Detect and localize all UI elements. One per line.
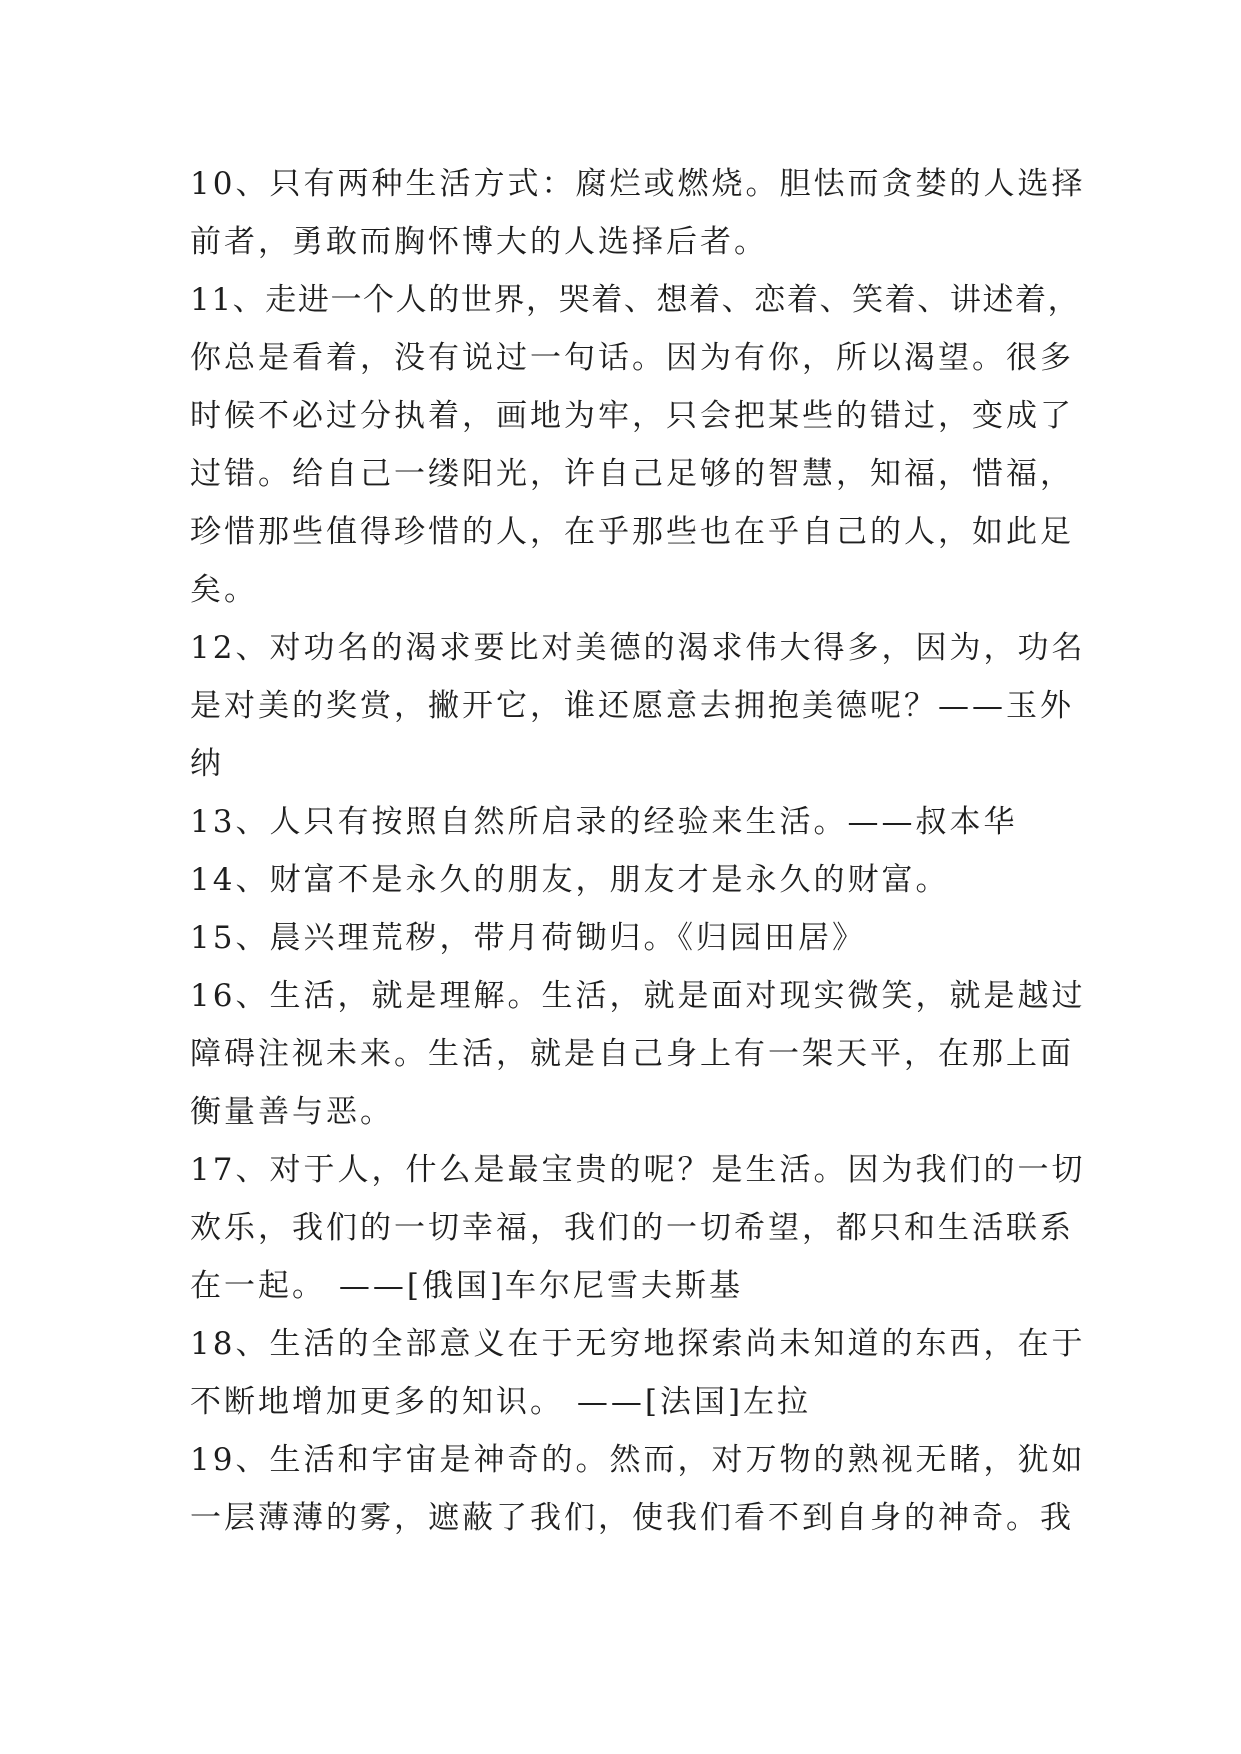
quote-item-11 (190, 271, 1081, 619)
quote-line: 时候不必过分执着，画地为牢，只会把某些的错过，变成了 (190, 398, 1074, 434)
quote-line: 衡量善与恶。 (190, 1094, 394, 1130)
quote-item-18 (190, 1315, 1086, 1431)
quote-item-19 (190, 1431, 1086, 1547)
quote-item-13 (190, 793, 1050, 851)
quote-line: 19、生活和宇宙是神奇的。然而，对万物的熟视无睹，犹如 (190, 1442, 1086, 1478)
quote-line: 前者，勇敢而胸怀博大的人选择后者。 (190, 224, 768, 260)
quote-line: 障碍注视未来。生活，就是自己身上有一架天平，在那上面 (190, 1036, 1074, 1072)
quote-line: 15、晨兴理荒秽，带月荷锄归。《归园田居》 (190, 920, 866, 956)
quote-line: 过错。给自己一缕阳光，许自己足够的智慧，知福，惜福， (190, 456, 1074, 492)
quote-line: 纳 (190, 746, 224, 782)
quote-line: 13、人只有按照自然所启录的经验来生活。——叔本华 (190, 804, 1018, 840)
quote-line: 矣。 (190, 572, 258, 608)
quote-item-14 (190, 851, 1050, 909)
quote-line: 是对美的奖赏，撇开它，谁还愿意去拥抱美德呢？——玉外 (190, 688, 1074, 724)
quote-item-15 (190, 909, 1050, 967)
quote-item-10 (190, 155, 1086, 271)
quote-line: 14、财富不是永久的朋友，朋友才是永久的财富。 (190, 862, 950, 898)
quote-line: 你总是看着，没有说过一句话。因为有你，所以渴望。很多 (190, 340, 1074, 376)
quote-item-12 (190, 619, 1086, 793)
quote-line: 10、只有两种生活方式：腐烂或燃烧。胆怯而贪婪的人选择 (190, 166, 1086, 202)
quote-line: 珍惜那些值得珍惜的人，在乎那些也在乎自己的人，如此足 (190, 514, 1074, 550)
quote-line: 12、对功名的渴求要比对美德的渴求伟大得多，因为，功名 (190, 630, 1086, 666)
quote-line: 17、对于人，什么是最宝贵的呢？是生活。因为我们的一切 (190, 1152, 1086, 1188)
quote-item-17 (190, 1141, 1086, 1315)
quote-line: 16、生活，就是理解。生活，就是面对现实微笑，就是越过 (190, 978, 1086, 1014)
quote-item-16 (190, 967, 1086, 1141)
quote-line: 18、生活的全部意义在于无穷地探索尚未知道的东西，在于 (190, 1326, 1086, 1362)
quote-list (190, 155, 1086, 1547)
quote-line: 欢乐，我们的一切幸福，我们的一切希望，都只和生活联系 (190, 1210, 1074, 1246)
quote-line: 一层薄薄的雾，遮蔽了我们，使我们看不到自身的神奇。我 (190, 1500, 1074, 1536)
quote-line: 11、走进一个人的世界，哭着、想着、恋着、笑着、讲述着， (190, 282, 1081, 318)
quote-line: 不断地增加更多的知识。 ——[法国]左拉 (190, 1384, 812, 1420)
quote-line: 在一起。 ——[俄国]车尔尼雪夫斯基 (190, 1268, 744, 1304)
